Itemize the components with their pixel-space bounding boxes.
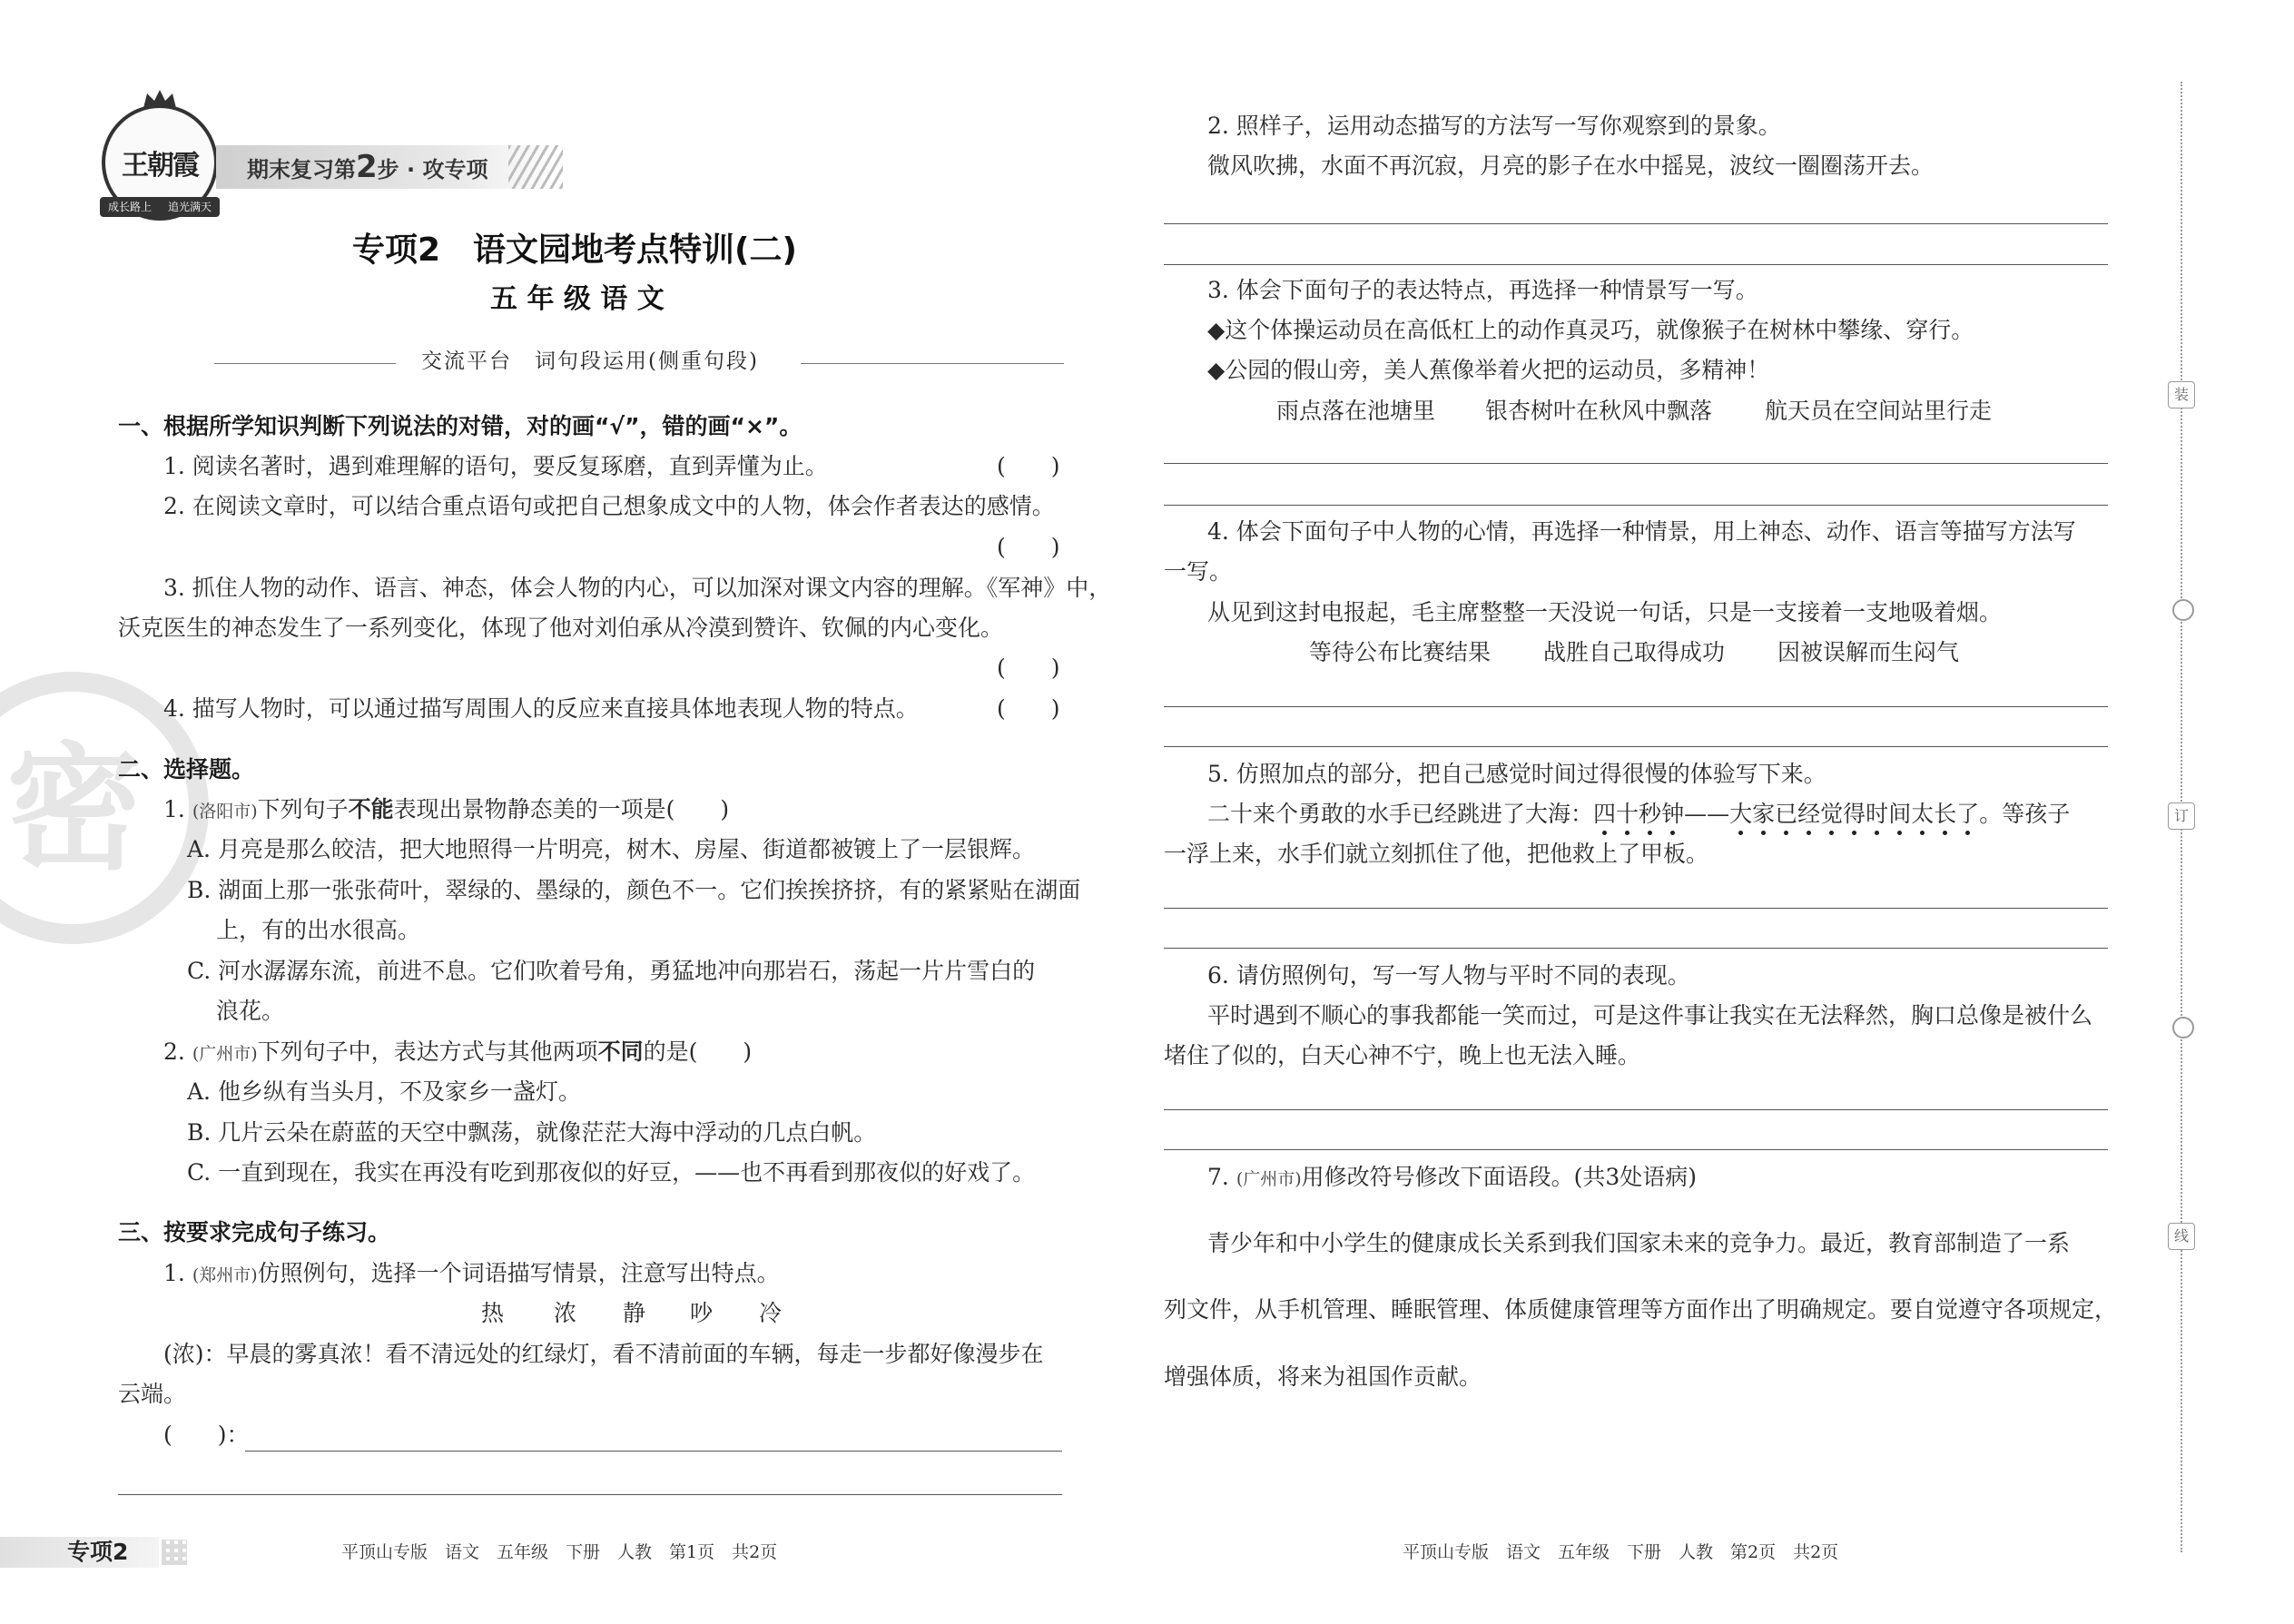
footer-tag-squares (162, 1540, 187, 1565)
r-q2-answer-line-2[interactable] (1164, 264, 2108, 265)
binding-mark-zhuang: 装 (2168, 381, 2195, 408)
s3-example-line1: (浓)：早晨的雾真浓！看不清远处的红绿灯，看不清前面的车辆，每走一步都好像漫步在 (163, 1341, 1044, 1367)
s2-q2-text-end: 的是( ) (643, 1038, 753, 1065)
r-q5-example-line1 (1207, 801, 2070, 828)
s2-q2-text: 下列句子中，表达方式与其他两项 (257, 1038, 598, 1065)
s2-q1-text-end: 表现出景物静态美的一项是( ) (393, 796, 730, 822)
s3-answer-label: ( )： (163, 1422, 250, 1448)
r-question-4-line2: 一写。 (1164, 558, 1233, 585)
r-q7-paragraph-line2: 列文件，从手机管理、睡眠管理、体质健康管理等方面作出了明确规定。要自觉遵守各项规定， (1164, 1296, 2118, 1323)
r-q3-answer-line-1[interactable] (1164, 463, 2108, 464)
r-q7-number: 7. (1207, 1164, 1236, 1190)
banner-stripes (508, 145, 563, 189)
s1-question-1: 1. 阅读名著时，遇到难理解的语句，要反复琢磨，直到弄懂为止。 (163, 453, 828, 479)
s2-q1-option-a: A. 月亮是那么皎洁，把大地照得一片明亮，树木、房屋、街道都被镀上了一层银辉。 (187, 836, 1035, 862)
s2-q1-option-c-line1: C. 河水潺潺东流，前进不息。它们吹着号角，勇猛地冲向那岩石，荡起一片片雪白的 (187, 958, 1036, 984)
r-q4-answer-line-2[interactable] (1164, 746, 2108, 747)
r-q3-option-1: 雨点落在池塘里 (1276, 398, 1436, 424)
r-q4-example: 从见到这封电报起，毛主席整整一天没说一句话，只是一支接着一支地吸着烟。 (1207, 599, 2003, 625)
s2-q1-emphasis: 不能 (348, 796, 394, 822)
s2-q2-option-c: C. 一直到现在，我实在再没有吃到那夜似的好豆，——也不再看到那夜似的好戏了。 (187, 1159, 1036, 1186)
watermark-text: 密 (5, 731, 143, 889)
r-q3-option-3: 航天员在空间站里行走 (1765, 398, 1993, 424)
footer-right: 平顶山专版 语文 五年级 下册 人教 第2页 共2页 (1403, 1542, 1839, 1562)
r-q3-answer-line-2[interactable] (1164, 505, 2108, 506)
s1-question-3-line1: 3. 抓住人物的动作、语言、神态，体会人物的内心，可以加深对课文内容的理解。《军神》中， (163, 575, 1112, 601)
r-q6-answer-line-2[interactable] (1164, 1149, 2108, 1150)
r-question-7 (1207, 1164, 1697, 1193)
r-q4-answer-line-1[interactable] (1164, 706, 2108, 707)
s3-word-5: 冷 (759, 1300, 783, 1326)
s2-question-1 (163, 796, 729, 825)
r-q4-option-1: 等待公布比赛结果 (1309, 639, 1492, 665)
r-q3-bullet-1: ◆这个体操运动员在高低杠上的动作真灵巧，就像猴子在树林中攀缘、穿行。 (1207, 317, 1974, 343)
s1-answer-blank-3[interactable]: ( ) (997, 655, 1060, 681)
r-question-3: 3. 体会下面句子的表达特点，再选择一种情景写一写。 (1207, 277, 1758, 303)
page-title: 专项2 语文园地考点特训(二) (352, 231, 797, 269)
r-q5-ex-end: 。等孩子 (1979, 801, 2071, 827)
s3-word-3: 静 (623, 1300, 646, 1326)
s1-answer-blank-4[interactable]: ( ) (997, 695, 1060, 722)
s2-q2-emphasis: 不同 (597, 1038, 644, 1065)
r-q5-ex-start: 二十来个勇敢的水手已经跳进了大海： (1207, 801, 1594, 827)
r-q7-paragraph-line1: 青少年和中小学生的健康成长关系到我们国家未来的竞争力。最近，教育部制造了一系 (1207, 1230, 2071, 1256)
platform-label: 交流平台 词句段运用(侧重句段) (421, 349, 759, 373)
logo-text: 王朝霞 (122, 150, 198, 182)
s1-answer-blank-2[interactable]: ( ) (997, 534, 1060, 560)
r-question-6: 6. 请仿照例句，写一写人物与平时不同的表现。 (1207, 962, 1690, 989)
s2-q2-option-b: B. 几片云朵在蔚蓝的天空中飘荡，就像茫茫大海中浮动的几点白帆。 (187, 1119, 877, 1146)
binding-mark-xian: 线 (2168, 1223, 2195, 1250)
s3-word-4: 吵 (690, 1300, 714, 1326)
s1-question-2: 2. 在阅读文章时，可以结合重点语句或把自己想象成文中的人物，体会作者表达的感情。 (163, 493, 1055, 519)
s3-q1-number: 1. (163, 1260, 192, 1286)
page-subtitle: 五 年 级 语 文 (490, 283, 665, 315)
footer-left: 平顶山专版 语文 五年级 下册 人教 第1页 共2页 (341, 1542, 778, 1562)
r-question-4-line1: 4. 体会下面句子中人物的心情，再选择一种情景，用上神态、动作、语言等描写方法写 (1207, 518, 2076, 545)
s3-example-line2: 云端。 (118, 1381, 187, 1407)
logo-ribbon (100, 197, 220, 217)
s1-question-3-line2: 沃克医生的神态发生了一系列变化，体现了他对刘伯承从冷漠到赞许、钦佩的内心变化。 (118, 615, 1004, 641)
banner-number: 2 (356, 149, 378, 185)
s3-answer-line-1[interactable] (245, 1451, 1062, 1452)
s2-q1-option-b-line1: B. 湖面上那一张张荷叶，翠绿的、墨绿的，颜色不一。它们挨挨挤挤，有的紧紧贴在湖面 (187, 877, 1081, 903)
r-question-5: 5. 仿照加点的部分，把自己感觉时间过得很慢的体验写下来。 (1207, 761, 1826, 787)
r-q5-example-line2: 一浮上来，水手们就立刻抓住了他，把他救上了甲板。 (1164, 841, 1709, 867)
s2-q2-number: 2. (163, 1038, 192, 1065)
r-q5-answer-line-2[interactable] (1164, 948, 2108, 949)
r-q6-example-line2: 堵住了似的，白天心神不宁，晚上也无法入睡。 (1164, 1042, 1641, 1068)
r-q2-example: 微风吹拂，水面不再沉寂，月亮的影子在水中摇晃，波纹一圈圈荡开去。 (1207, 153, 1935, 179)
r-q3-bullet-2: ◆公园的假山旁，美人蕉像举着火把的运动员，多精神！ (1207, 357, 1770, 383)
r-q5-answer-line-1[interactable] (1164, 908, 2108, 909)
s2-q2-city: (广州市) (192, 1044, 258, 1064)
logo-sub-right: 追光满天 (167, 201, 212, 213)
r-q7-city: (广州市) (1236, 1169, 1302, 1189)
logo (102, 104, 218, 221)
section2-heading: 二、选择题。 (118, 756, 255, 782)
binding-hole-1 (2172, 599, 2194, 621)
r-question-2: 2. 照样子，运用动态描写的方法写一写你观察到的景象。 (1207, 113, 1781, 139)
r-q4-option-2: 战胜自己取得成功 (1543, 639, 1726, 665)
r-q5-dotted-1: 四十秒钟 (1593, 801, 1685, 827)
banner-text (247, 149, 488, 188)
section3-heading: 三、按要求完成句子练习。 (118, 1219, 391, 1245)
logo-crown-icon (142, 88, 178, 110)
s2-q1-text: 下列句子 (257, 796, 349, 822)
s2-q2-option-a: A. 他乡纵有当头月，不及家乡一盏灯。 (187, 1078, 581, 1105)
s2-q1-city: (洛阳市) (192, 802, 258, 822)
s3-q1-city: (郑州市) (192, 1265, 258, 1285)
s2-q1-option-c-line2: 浪花。 (216, 998, 285, 1024)
s3-question-1 (163, 1260, 780, 1289)
s1-question-4: 4. 描写人物时，可以通过描写周围人的反应来直接具体地表现人物的特点。 (163, 695, 919, 722)
binding-mark-ding: 订 (2168, 802, 2195, 830)
r-q5-dotted-2: 大家已经觉得时间太长了 (1729, 801, 1980, 827)
r-q7-text: 用修改符号修改下面语段。(共3处语病) (1301, 1164, 1698, 1190)
s3-word-1: 热 (481, 1300, 505, 1326)
s2-question-2 (163, 1038, 752, 1068)
footer-tag: 专项2 (67, 1539, 129, 1565)
r-q2-answer-line-1[interactable] (1164, 223, 2108, 224)
section1-heading: 一、根据所学知识判断下列说法的对错，对的画“√”，错的画“×”。 (118, 413, 802, 439)
banner-label: 期末复习第 (247, 157, 356, 182)
banner-rest: 步 · 攻专项 (377, 157, 488, 182)
binding-hole-2 (2172, 1017, 2194, 1038)
r-q6-answer-line-1[interactable] (1164, 1109, 2108, 1110)
platform-rule-left (214, 363, 396, 364)
r-q3-option-2: 银杏树叶在秋风中飘落 (1485, 398, 1713, 424)
s2-q1-option-b-line2: 上，有的出水很高。 (216, 917, 421, 943)
s2-q1-number: 1. (163, 796, 192, 822)
r-q7-paragraph-line3: 增强体质，将来为祖国作贡献。 (1164, 1363, 1482, 1390)
logo-sub-left: 成长路上 (107, 201, 152, 213)
platform-rule-right (801, 363, 1064, 364)
s1-answer-blank-1[interactable]: ( ) (997, 453, 1060, 479)
s3-word-2: 浓 (554, 1300, 577, 1326)
r-q4-option-3: 因被误解而生闷气 (1777, 639, 1960, 665)
s3-q1-text: 仿照例句，选择一个词语描写情景，注意写出特点。 (257, 1260, 780, 1286)
s3-answer-line-2[interactable] (118, 1494, 1062, 1495)
r-q6-example-line1: 平时遇到不顺心的事我都能一笑而过，可是这件事让我实在无法释然，胸口总像是被什么 (1207, 1002, 2093, 1029)
r-q5-dash: —— (1684, 801, 1730, 827)
